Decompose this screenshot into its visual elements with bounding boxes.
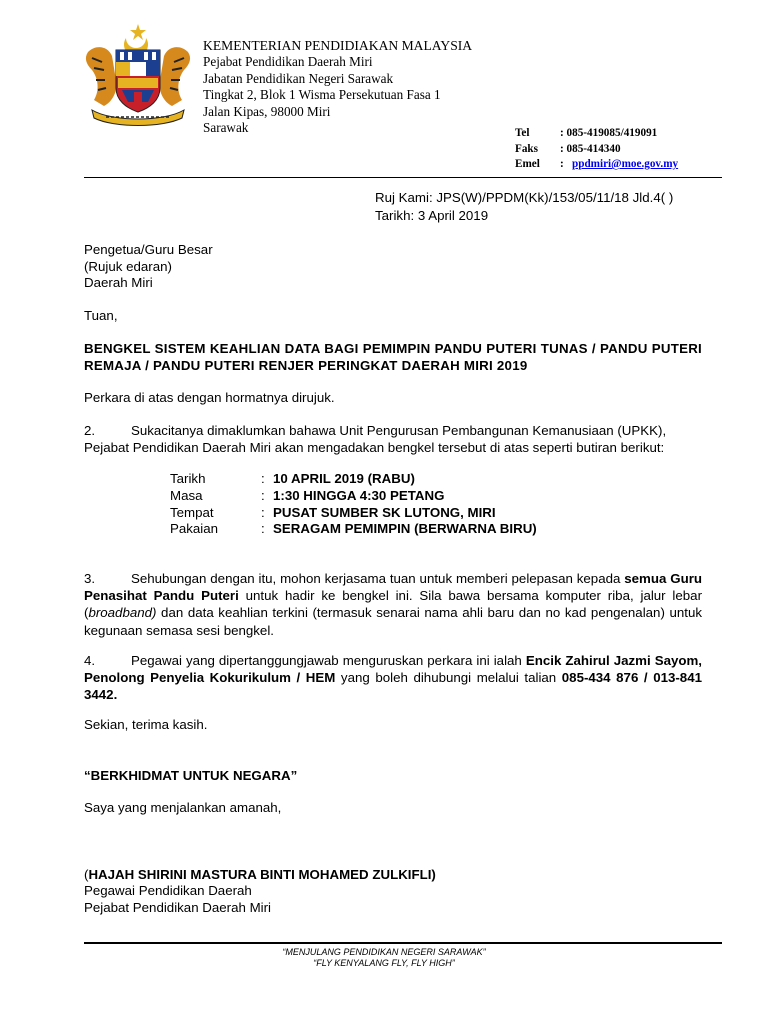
para4-number: 4.: [84, 653, 96, 668]
letter-date: Tarikh: 3 April 2019: [375, 208, 489, 223]
detail-colon: :: [261, 521, 265, 536]
salutation: Tuan,: [84, 308, 118, 323]
recipient-line-2: (Rujuk edaran): [84, 259, 172, 274]
email-link[interactable]: ppdmiri@moe.gov.my: [572, 158, 679, 170]
para3-text: dan data keahlian terkini (termasuk senarai nama ahli baru dan no kad pengenalan) untuk kegunaan semasa sesi bengkel.: [84, 605, 702, 638]
para3-italic: broadband): [88, 605, 157, 621]
footer-slogan-2: “FLY KENYALANG FLY, FLY HIGH”: [313, 958, 455, 968]
office-name: Pejabat Pendidikan Daerah Miri: [203, 54, 373, 69]
trust-line: Saya yang menjalankan amanah,: [84, 800, 282, 815]
signatory-name: HAJAH SHIRINI MASTURA BINTI MOHAMED ZULKIFLI): [88, 867, 436, 882]
detail-label-venue: Tempat: [170, 505, 214, 520]
para4-text: Pegawai yang dipertanggungjawab menguruskan perkara ini ialah: [131, 653, 526, 668]
signatory-title: Pegawai Pendidikan Daerah: [84, 883, 252, 898]
detail-label-attire: Pakaian: [170, 521, 219, 536]
para3-text: untuk hadir ke bengkel ini. Sila bawa bersama komputer riba, jalur lebar (: [84, 588, 702, 621]
fax-label: Faks: [515, 143, 539, 155]
address-line-1: Tingkat 2, Blok 1 Wisma Persekutuan Fasa 1: [203, 87, 441, 102]
para3-body: [84, 570, 702, 639]
para3-text: Sehubungan dengan itu, mohon kerjasama tuan untuk memberi pelepasan kepada: [131, 571, 625, 586]
recipient-line-1: Pengetua/Guru Besar: [84, 242, 213, 257]
detail-value-attire: SERAGAM PEMIMPIN (BERWARNA BIRU): [273, 521, 537, 536]
detail-value-date: 10 APRIL 2019 (RABU): [273, 471, 415, 486]
fax-value: : 085-414340: [560, 143, 621, 155]
footer-rule: [84, 942, 722, 944]
letter-subject: BENGKEL SISTEM KEAHLIAN DATA BAGI PEMIMPIN PANDU PUTERI TUNAS / PANDU PUTERI REMAJA / PANDU PUTERI RENJER PERINGKAT DAERAH MIRI 2019: [84, 341, 702, 374]
detail-value-venue: PUSAT SUMBER SK LUTONG, MIRI: [273, 505, 496, 520]
opening-line: Perkara di atas dengan hormatnya dirujuk.: [84, 390, 335, 405]
tel-value: : 085-419085/419091: [560, 127, 658, 139]
para4-body: [84, 652, 702, 704]
tel-label: Tel: [515, 127, 530, 139]
detail-colon: :: [261, 505, 265, 520]
email-label: Emel: [515, 158, 540, 170]
signatory-open-paren: (: [84, 867, 89, 882]
para2-number: 2.: [84, 423, 96, 438]
para2-line-2: Pejabat Pendidikan Daerah Miri akan mengadakan bengkel tersebut di atas seperti butiran berikut:: [84, 440, 665, 455]
para4-bold: Encik Zahirul Jazmi Sayom, Penolong Penyelia Kokurikulum / HEM: [84, 653, 702, 686]
detail-label-time: Masa: [170, 488, 203, 503]
detail-colon: :: [261, 488, 265, 503]
motto: “BERKHIDMAT UNTUK NEGARA”: [84, 768, 298, 783]
para4-phone: 085-434 876 / 013-841 3442.: [84, 670, 702, 703]
header-rule: [84, 177, 722, 178]
footer-slogan-1: “MENJULANG PENDIDIKAN NEGERI SARAWAK”: [282, 947, 486, 957]
recipient-line-3: Daerah Miri: [84, 275, 153, 290]
jata-negara-crest-icon: [82, 22, 194, 128]
department-name: Jabatan Pendidikan Negeri Sarawak: [203, 71, 394, 86]
closing-line: Sekian, terima kasih.: [84, 717, 208, 732]
address-line-2: Jalan Kipas, 98000 Miri: [203, 104, 331, 119]
detail-label-date: Tarikh: [170, 471, 206, 486]
para3-number: 3.: [84, 571, 96, 586]
detail-value-time: 1:30 HINGGA 4:30 PETANG: [273, 488, 445, 503]
signatory-name-line: [84, 866, 436, 883]
ministry-name: KEMENTERIAN PENDIDIAKAN MALAYSIA: [203, 38, 473, 53]
reference-number: Ruj Kami: JPS(W)/PPDM(Kk)/153/05/11/18 Jld.4( ): [375, 190, 674, 205]
para4-text: yang boleh dihubungi melalui talian: [335, 670, 562, 686]
para2-line-1: Sukacitanya dimaklumkan bahawa Unit Pengurusan Pembangunan Kemanusiaan (UPKK),: [131, 423, 667, 438]
detail-colon: :: [261, 471, 265, 486]
address-state: Sarawak: [203, 120, 249, 135]
email-colon: :: [560, 158, 564, 170]
para3-bold: semua Guru Penasihat Pandu Puteri: [84, 571, 703, 604]
signatory-office: Pejabat Pendidikan Daerah Miri: [84, 900, 272, 915]
